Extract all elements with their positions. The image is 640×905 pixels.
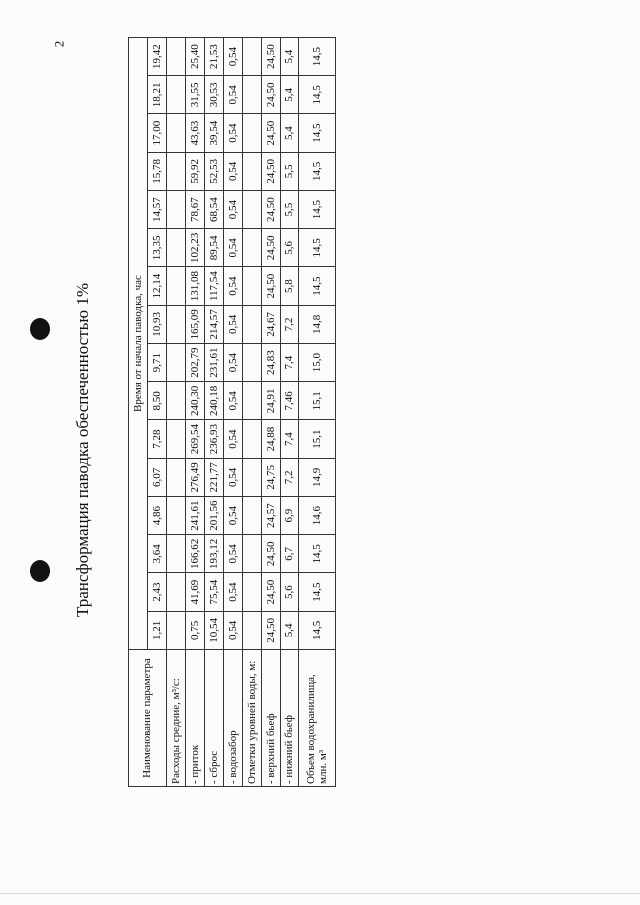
table-cell: 14,8 bbox=[299, 305, 336, 343]
table-cell: 43,63 bbox=[185, 114, 204, 152]
table-cell: 5,4 bbox=[280, 38, 299, 76]
time-cell: 12,14 bbox=[147, 267, 166, 305]
table-cell bbox=[242, 267, 261, 305]
table-cell: 241,61 bbox=[185, 497, 204, 535]
table-cell: 117,54 bbox=[204, 267, 223, 305]
document-title: Трансформация паводка обеспеченностью 1% bbox=[73, 282, 92, 618]
table-cell: 24,50 bbox=[261, 535, 280, 573]
table-cell: 14,5 bbox=[299, 611, 336, 649]
table-row bbox=[242, 38, 261, 787]
table-cell: 59,92 bbox=[185, 152, 204, 190]
scan-edge bbox=[0, 893, 640, 894]
time-cell: 8,50 bbox=[147, 382, 166, 420]
table-cell: 214,57 bbox=[204, 305, 223, 343]
table-cell: 102,23 bbox=[185, 229, 204, 267]
table-cell: 0,54 bbox=[223, 267, 242, 305]
table-cell: 24,57 bbox=[261, 497, 280, 535]
table-row bbox=[299, 38, 336, 787]
table-cell bbox=[242, 420, 261, 458]
table-cell: 165,09 bbox=[185, 305, 204, 343]
table-cell: 193,12 bbox=[204, 535, 223, 573]
table-cell: 30,53 bbox=[204, 76, 223, 114]
table-cell: 231,61 bbox=[204, 344, 223, 382]
table-cell: 24,50 bbox=[261, 191, 280, 229]
header-row bbox=[129, 38, 148, 787]
table-cell: 5,4 bbox=[280, 114, 299, 152]
table-cell: 10,54 bbox=[204, 611, 223, 649]
table-row bbox=[204, 38, 223, 787]
table-row bbox=[261, 38, 280, 787]
table-cell: 5,4 bbox=[280, 611, 299, 649]
table-cell: 24,50 bbox=[261, 152, 280, 190]
table-cell: 78,67 bbox=[185, 191, 204, 229]
time-cell: 3,64 bbox=[147, 535, 166, 573]
table-cell: 0,54 bbox=[223, 497, 242, 535]
table-cell bbox=[166, 305, 185, 343]
row-label: - водозабор bbox=[223, 650, 242, 787]
time-cell: 2,43 bbox=[147, 573, 166, 611]
table-cell bbox=[166, 38, 185, 76]
table-cell bbox=[166, 344, 185, 382]
table-cell: 25,40 bbox=[185, 38, 204, 76]
table-cell: 7,2 bbox=[280, 305, 299, 343]
time-cell: 1,21 bbox=[147, 611, 166, 649]
table-cell: 7,4 bbox=[280, 344, 299, 382]
table-cell: 39,54 bbox=[204, 114, 223, 152]
table-cell: 0,75 bbox=[185, 611, 204, 649]
table-cell bbox=[166, 611, 185, 649]
table-cell: 0,54 bbox=[223, 76, 242, 114]
table-cell: 21,53 bbox=[204, 38, 223, 76]
table-cell bbox=[242, 114, 261, 152]
table-cell: 276,49 bbox=[185, 458, 204, 496]
table-cell: 240,18 bbox=[204, 382, 223, 420]
row-label: - сброс bbox=[204, 650, 223, 787]
table-cell bbox=[166, 267, 185, 305]
table-cell: 14,5 bbox=[299, 535, 336, 573]
row-label: Расходы средние, м³/с: bbox=[166, 650, 185, 787]
table-cell: 131,08 bbox=[185, 267, 204, 305]
rotated-table-container bbox=[128, 37, 336, 787]
table-cell: 52,53 bbox=[204, 152, 223, 190]
table-cell: 24,67 bbox=[261, 305, 280, 343]
row-label: Отметки уровней воды, м: bbox=[242, 650, 261, 787]
table-cell bbox=[166, 420, 185, 458]
table-cell: 5,4 bbox=[280, 76, 299, 114]
table-cell: 269,54 bbox=[185, 420, 204, 458]
time-cell: 14,57 bbox=[147, 191, 166, 229]
table-cell: 5,5 bbox=[280, 191, 299, 229]
table-cell: 24,50 bbox=[261, 573, 280, 611]
flood-table bbox=[128, 37, 336, 787]
table-cell bbox=[242, 152, 261, 190]
table-cell: 24,50 bbox=[261, 611, 280, 649]
table-cell: 5,6 bbox=[280, 229, 299, 267]
table-cell bbox=[166, 497, 185, 535]
table-cell: 0,54 bbox=[223, 420, 242, 458]
table-cell: 5,5 bbox=[280, 152, 299, 190]
punch-hole bbox=[30, 318, 50, 340]
table-cell bbox=[166, 152, 185, 190]
table-cell: 89,54 bbox=[204, 229, 223, 267]
table-cell: 14,5 bbox=[299, 573, 336, 611]
table-cell: 24,75 bbox=[261, 458, 280, 496]
time-cell: 4,86 bbox=[147, 497, 166, 535]
table-cell: 6,9 bbox=[280, 497, 299, 535]
table-cell: 0,54 bbox=[223, 152, 242, 190]
table-row bbox=[280, 38, 299, 787]
table-cell: 202,79 bbox=[185, 344, 204, 382]
table-cell bbox=[242, 497, 261, 535]
time-cell: 17,00 bbox=[147, 114, 166, 152]
table-cell: 221,77 bbox=[204, 458, 223, 496]
table-cell: 14,5 bbox=[299, 38, 336, 76]
row-label: - нижний бьеф bbox=[280, 650, 299, 787]
table-cell: 14,6 bbox=[299, 497, 336, 535]
table-cell bbox=[166, 76, 185, 114]
table-cell: 14,5 bbox=[299, 267, 336, 305]
table-cell bbox=[242, 382, 261, 420]
table-cell: 24,91 bbox=[261, 382, 280, 420]
time-header: Время от начала паводка, час bbox=[129, 38, 148, 650]
table-cell: 14,5 bbox=[299, 76, 336, 114]
table-cell: 201,56 bbox=[204, 497, 223, 535]
table-cell bbox=[242, 38, 261, 76]
table-cell: 31,55 bbox=[185, 76, 204, 114]
table-cell: 7,4 bbox=[280, 420, 299, 458]
table-cell: 5,8 bbox=[280, 267, 299, 305]
table-cell bbox=[166, 458, 185, 496]
table-cell: 24,50 bbox=[261, 114, 280, 152]
table-cell bbox=[242, 76, 261, 114]
time-cell: 6,07 bbox=[147, 458, 166, 496]
table-cell bbox=[166, 382, 185, 420]
table-row bbox=[223, 38, 242, 787]
table-cell: 0,54 bbox=[223, 458, 242, 496]
table-cell bbox=[242, 191, 261, 229]
table-cell: 0,54 bbox=[223, 305, 242, 343]
table-cell: 0,54 bbox=[223, 114, 242, 152]
table-cell: 14,9 bbox=[299, 458, 336, 496]
table-cell: 0,54 bbox=[223, 344, 242, 382]
row-label: - верхний бьеф bbox=[261, 650, 280, 787]
table-cell: 0,54 bbox=[223, 535, 242, 573]
table-cell bbox=[166, 114, 185, 152]
table-cell bbox=[242, 573, 261, 611]
table-cell bbox=[166, 191, 185, 229]
table-row bbox=[185, 38, 204, 787]
table-cell bbox=[242, 229, 261, 267]
time-cell: 9,71 bbox=[147, 344, 166, 382]
table-cell bbox=[242, 458, 261, 496]
table-cell: 0,54 bbox=[223, 191, 242, 229]
table-cell: 14,5 bbox=[299, 114, 336, 152]
table-cell: 0,54 bbox=[223, 38, 242, 76]
table-cell: 14,5 bbox=[299, 152, 336, 190]
table-cell bbox=[166, 535, 185, 573]
table-cell: 24,83 bbox=[261, 344, 280, 382]
time-cell: 13,35 bbox=[147, 229, 166, 267]
time-cell: 18,21 bbox=[147, 76, 166, 114]
table-cell: 0,54 bbox=[223, 611, 242, 649]
table-cell: 15,1 bbox=[299, 382, 336, 420]
table-cell: 68,54 bbox=[204, 191, 223, 229]
punch-hole bbox=[30, 560, 50, 582]
table-cell bbox=[242, 305, 261, 343]
table-cell: 24,88 bbox=[261, 420, 280, 458]
page-number: 2 bbox=[51, 40, 67, 48]
table-cell: 236,93 bbox=[204, 420, 223, 458]
table-cell: 24,50 bbox=[261, 76, 280, 114]
time-cell: 7,28 bbox=[147, 420, 166, 458]
table-cell: 14,5 bbox=[299, 191, 336, 229]
table-cell: 5,6 bbox=[280, 573, 299, 611]
table-cell: 75,54 bbox=[204, 573, 223, 611]
row-label: - приток bbox=[185, 650, 204, 787]
table-cell: 7,46 bbox=[280, 382, 299, 420]
time-cell: 15,78 bbox=[147, 152, 166, 190]
table-cell bbox=[242, 611, 261, 649]
table-cell bbox=[242, 344, 261, 382]
table-cell: 6,7 bbox=[280, 535, 299, 573]
table-cell: 41,69 bbox=[185, 573, 204, 611]
time-cell: 10,93 bbox=[147, 305, 166, 343]
table-cell: 0,54 bbox=[223, 382, 242, 420]
table-cell: 24,50 bbox=[261, 267, 280, 305]
table-cell: 240,30 bbox=[185, 382, 204, 420]
table-cell bbox=[166, 229, 185, 267]
table-cell: 7,2 bbox=[280, 458, 299, 496]
name-header: Наименование параметра bbox=[129, 650, 167, 787]
table-cell: 15,0 bbox=[299, 344, 336, 382]
table-cell: 15,1 bbox=[299, 420, 336, 458]
table-row bbox=[166, 38, 185, 787]
time-cell: 19,42 bbox=[147, 38, 166, 76]
table-cell: 24,50 bbox=[261, 229, 280, 267]
table-cell bbox=[242, 535, 261, 573]
table-cell: 0,54 bbox=[223, 573, 242, 611]
table-cell: 14,5 bbox=[299, 229, 336, 267]
table-cell: 0,54 bbox=[223, 229, 242, 267]
table-cell: 24,50 bbox=[261, 38, 280, 76]
table-cell: 166,62 bbox=[185, 535, 204, 573]
table-cell bbox=[166, 573, 185, 611]
row-label: Объем водохранилища, млн. м³ bbox=[299, 650, 336, 787]
